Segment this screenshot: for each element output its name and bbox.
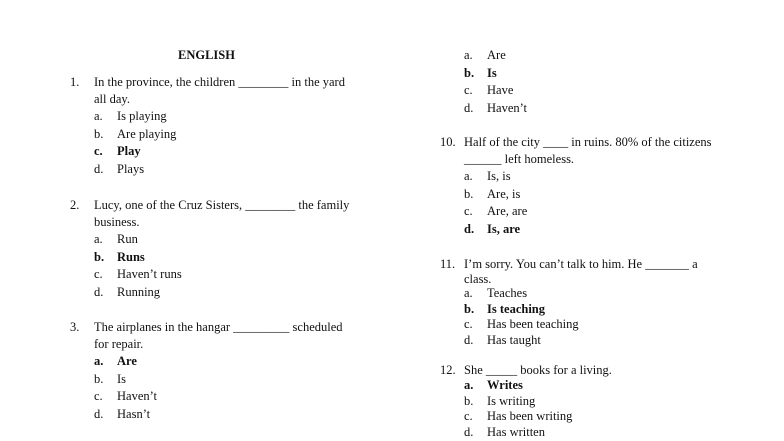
question-number: 10. [440, 135, 456, 149]
option-d[interactable]: d. Is, are [464, 221, 521, 236]
option-d[interactable]: d. Haven’t [464, 100, 528, 115]
question-9-options [440, 47, 527, 117]
option-b[interactable]: b. Are playing [94, 126, 177, 141]
question-stem: She _____ books for a living. [464, 363, 612, 377]
option-c[interactable]: c. Haven’t [94, 389, 158, 403]
question-stem-cont: for repair. [94, 337, 144, 351]
option-a[interactable]: a. Run [94, 232, 138, 246]
question-stem-cont: all day. [94, 92, 130, 106]
question-number: 3. [70, 320, 80, 334]
question-number: 12. [440, 363, 456, 377]
option-a[interactable]: a. Teaches [464, 286, 528, 300]
option-b[interactable]: b. Is [94, 371, 127, 386]
option-c[interactable]: c. Are, are [464, 204, 528, 218]
option-a[interactable]: a. Is playing [94, 109, 167, 123]
question-stem: Lucy, one of the Cruz Sisters, ________ the family [94, 198, 350, 212]
question-stem-cont: ______ left homeless. [464, 152, 575, 166]
option-a[interactable]: a. Are [464, 48, 506, 62]
option-b[interactable]: b. Runs [94, 249, 145, 264]
option-b[interactable]: b. Are, is [464, 186, 521, 201]
option-b[interactable]: b. Is teaching [464, 301, 545, 316]
question-number: 1. [70, 75, 80, 89]
option-a[interactable]: a. Are [94, 354, 137, 368]
option-a[interactable]: a. Is, is [464, 169, 511, 183]
option-d[interactable]: d. Has taught [464, 332, 541, 347]
option-c[interactable]: c. Has been writing [464, 409, 573, 423]
option-d[interactable]: d. Plays [94, 161, 145, 176]
question-1 [70, 74, 345, 178]
option-d[interactable]: d. Hasn’t [94, 406, 151, 421]
question-stem: In the province, the children ________ in the yard [94, 75, 345, 89]
option-b[interactable]: b. Is writing [464, 393, 536, 408]
question-number: 11. [440, 257, 456, 271]
question-stem: Half of the city ____ in ruins. 80% of the citizens [464, 135, 712, 149]
question-stem: The airplanes in the hangar _________ scheduled [94, 320, 343, 334]
question-11 [440, 256, 698, 347]
question-2 [70, 197, 349, 301]
question-number: 2. [70, 198, 80, 212]
question-10 [440, 134, 712, 238]
question-3 [70, 319, 343, 423]
option-a[interactable]: a. Writes [464, 378, 523, 392]
option-d[interactable]: d. Running [94, 284, 161, 299]
question-12 [440, 362, 612, 439]
page-title: ENGLISH [178, 48, 235, 62]
option-d[interactable]: d. Has written [464, 424, 545, 439]
option-b[interactable]: b. Is [464, 65, 497, 80]
option-c[interactable]: c. Has been teaching [464, 317, 579, 331]
question-stem-cont: business. [94, 215, 140, 229]
question-stem-cont: class. [464, 272, 492, 286]
option-c[interactable]: c. Play [94, 144, 141, 158]
question-stem: I’m sorry. You can’t talk to him. He _______ a [464, 257, 698, 271]
option-c[interactable]: c. Have [464, 83, 514, 97]
option-c[interactable]: c. Haven’t runs [94, 267, 182, 281]
